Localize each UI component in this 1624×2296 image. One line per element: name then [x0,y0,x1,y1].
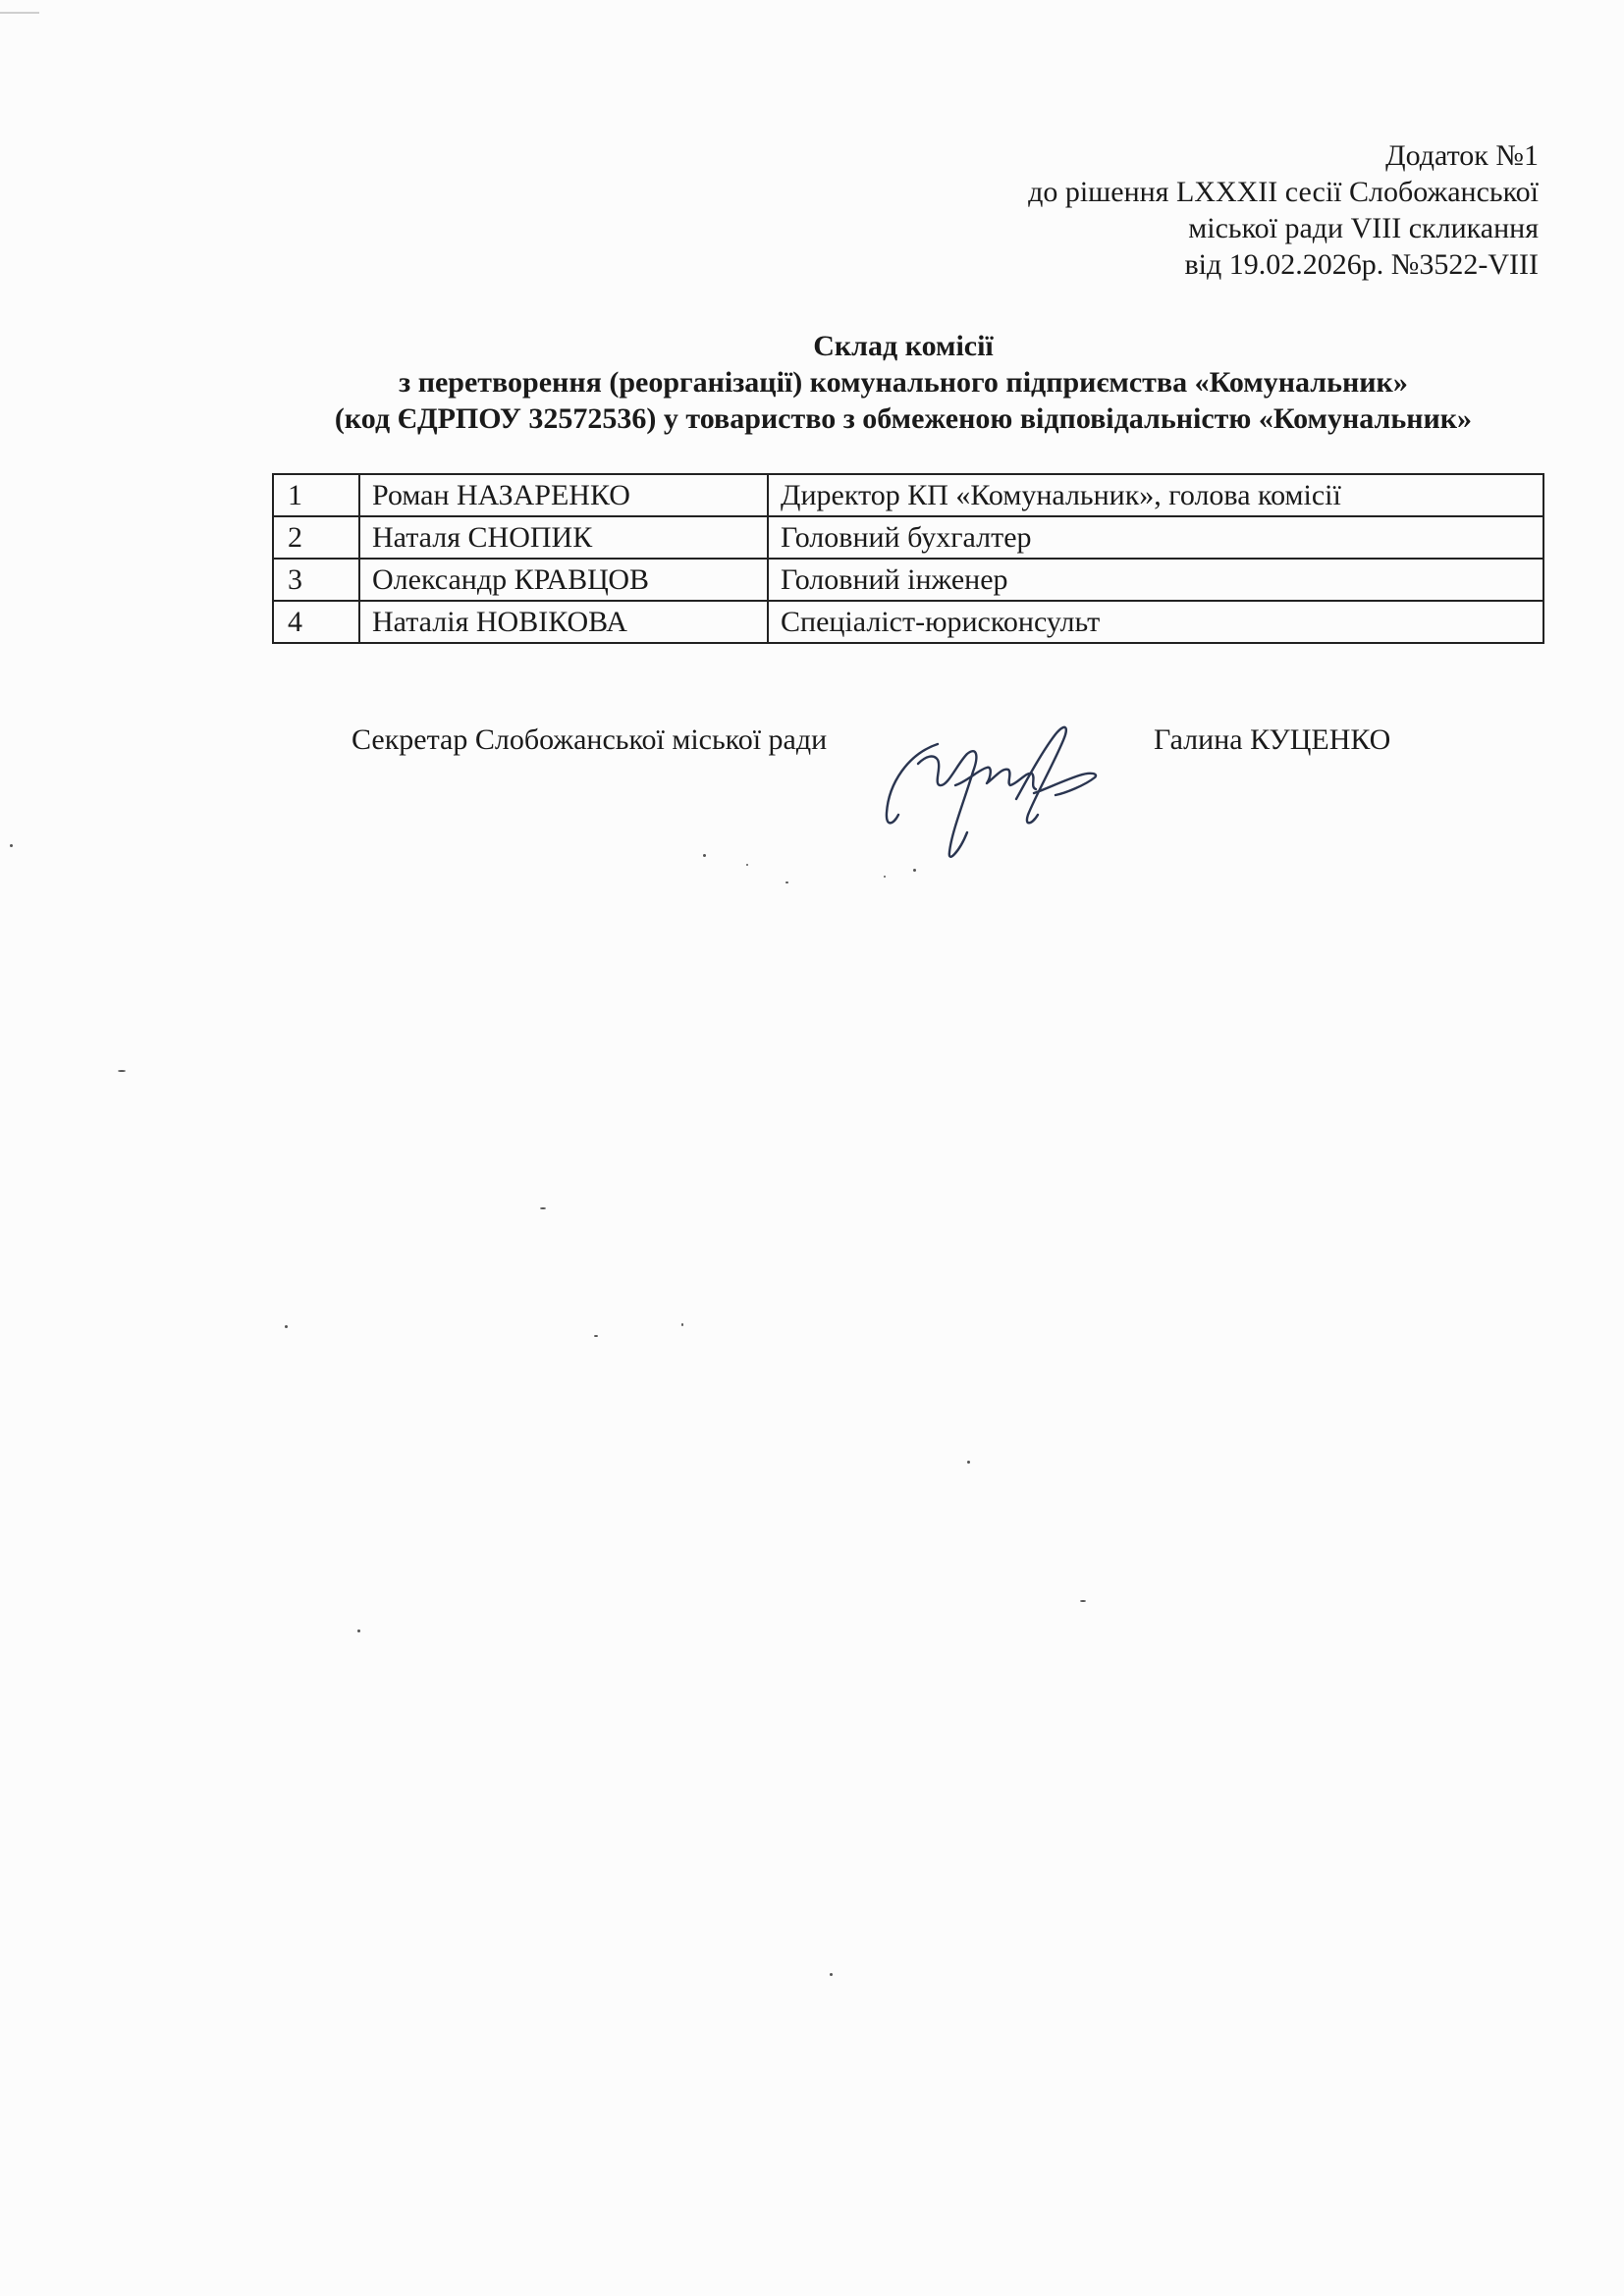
member-name: Наталя СНОПИК [359,516,768,559]
table-row [273,516,1543,559]
signatory-name: Галина КУЦЕНКО [1154,723,1391,756]
scan-speck [884,876,886,878]
appendix-header [1028,137,1539,283]
appendix-council: міської ради VIII скликання [1188,212,1539,244]
member-name: Наталія НОВІКОВА [359,601,768,643]
member-position: Головний бухгалтер [768,516,1543,559]
scan-speck [540,1207,546,1209]
row-number: 2 [273,516,359,559]
scan-speck [913,869,916,872]
commission-members-table [272,473,1544,644]
scan-speck [681,1323,683,1326]
scan-speck [746,864,748,866]
scan-speck [703,854,706,857]
scan-speck [1080,1600,1086,1602]
row-number: 4 [273,601,359,643]
row-number: 1 [273,474,359,516]
member-name: Роман НАЗАРЕНКО [359,474,768,516]
signatory-role: Секретар Слобожанської міської ради [352,723,828,756]
scan-speck [357,1629,360,1632]
appendix-number: Додаток №1 [1385,139,1539,172]
scan-speck [830,1973,833,1976]
row-number: 3 [273,559,359,601]
scan-speck [10,844,13,847]
scan-speck [285,1325,288,1328]
handwritten-signature [869,705,1154,862]
scan-speck [967,1461,970,1464]
scan-artifact [0,12,39,14]
document-title [265,328,1542,437]
member-position: Директор КП «Комунальник», голова комісії [768,474,1543,516]
scan-speck [785,881,788,883]
appendix-date: від 19.02.2026р. №3522-VIII [1184,248,1539,281]
member-position: Головний інженер [768,559,1543,601]
appendix-decision: до рішення LXXXII сесії Слобожанської [1028,176,1539,208]
member-position: Спеціаліст-юрисконсульт [768,601,1543,643]
member-name: Олександр КРАВЦОВ [359,559,768,601]
scan-speck [594,1335,598,1337]
title-line-3: (код ЄДРПОУ 32572536) у товариство з обмеженою відповідальністю «Комунальник» [334,402,1473,435]
table-row [273,601,1543,643]
table-row [273,559,1543,601]
table-row [273,474,1543,516]
title-line-2: з перетворення (реорганізації) комунального підприємства «Комунальник» [399,366,1408,399]
scan-speck [118,1070,126,1072]
title-line-1: Склад комісії [813,330,994,362]
